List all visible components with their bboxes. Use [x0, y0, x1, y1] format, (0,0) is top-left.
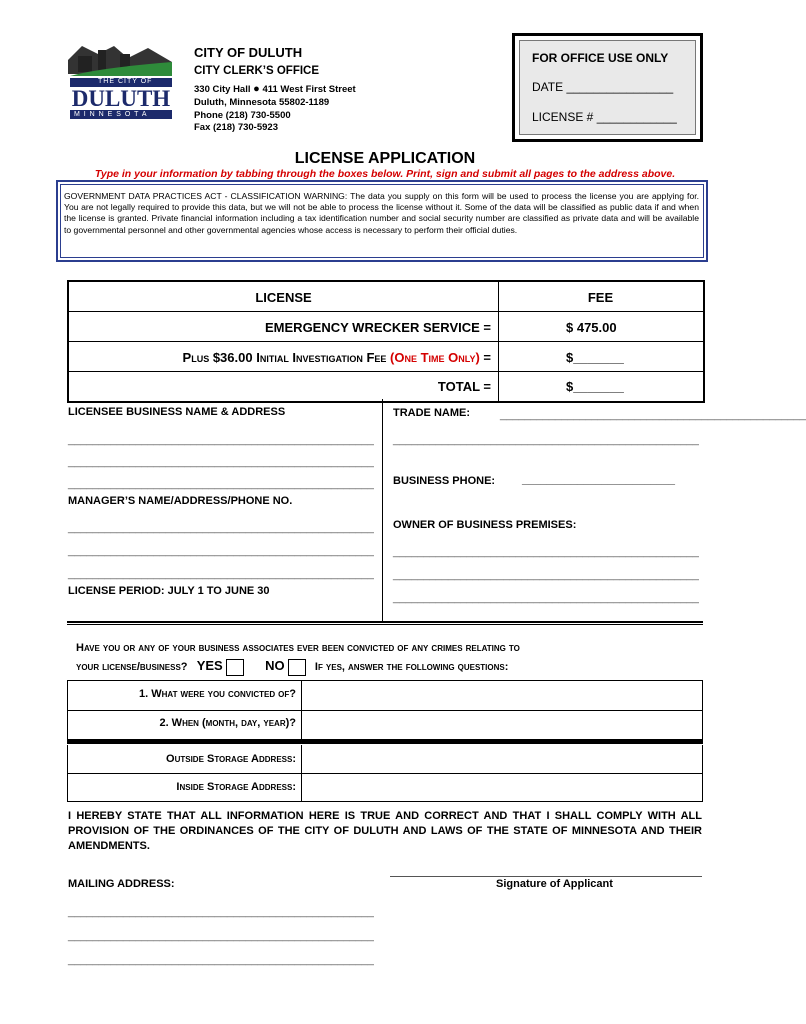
one-time-only-note: (One Time Only) [390, 350, 480, 365]
conviction-question: Have you or any of your business associates ever been convicted of any crimes relating to [76, 642, 520, 654]
bullet-icon: ● [253, 83, 260, 95]
mailing-address-input-2[interactable]: __________________________________________________ [68, 930, 374, 942]
signature-line[interactable] [390, 876, 702, 877]
section-divider-top [67, 621, 703, 623]
yes-label: YES [196, 658, 223, 673]
conviction-details-box [67, 680, 703, 741]
service-label: EMERGENCY WRECKER SERVICE = [265, 320, 491, 335]
no-checkbox[interactable] [288, 659, 306, 676]
clerk-office: CITY CLERK’S OFFICE [194, 65, 320, 77]
what-convicted-label: 1. What were you convicted of? [139, 688, 296, 700]
mailing-address-label: MAILING ADDRESS: [68, 878, 175, 890]
fee-table [67, 280, 705, 403]
service-fee: $ 475.00 [566, 320, 617, 335]
logo-name: DULUTH [71, 86, 171, 111]
trade-name-input-1[interactable]: __________________________________________________ [500, 409, 806, 421]
fax: Fax (218) 730-5923 [194, 122, 278, 133]
license-period: LICENSE PERIOD: JULY 1 TO JUNE 30 [68, 585, 270, 597]
address-street: 411 West First Street [262, 84, 356, 95]
business-name-input-2[interactable]: __________________________________________________ [68, 456, 374, 468]
conviction-question-cont: your license/business? [76, 661, 188, 673]
address-line2: Duluth, Minnesota 55802-1189 [194, 97, 330, 108]
business-phone-label: BUSINESS PHONE: [393, 475, 496, 487]
business-name-label: LICENSEE BUSINESS NAME & ADDRESS [68, 406, 286, 418]
address-city-hall: 330 City Hall [194, 84, 251, 95]
investigation-fee-label [183, 350, 491, 365]
total-fee-input[interactable]: $_______ [566, 379, 624, 394]
address-line1 [194, 83, 356, 96]
when-convicted-label: 2. When (month, day, year)? [159, 717, 296, 729]
page-title: LICENSE APPLICATION [294, 150, 476, 167]
inside-storage-input[interactable] [302, 774, 700, 800]
if-yes-instruction: If yes, answer the following questions: [314, 661, 509, 673]
instructions: Type in your information by tabbing through the boxes below. Print, sign and submit all pages to the address above. [94, 168, 676, 180]
owner-input-3[interactable]: __________________________________________________ [393, 592, 699, 604]
col-license-header: LICENSE [255, 290, 312, 305]
business-phone-input[interactable]: _________________________ [522, 474, 675, 486]
office-use-box [512, 33, 703, 142]
what-convicted-input[interactable] [302, 682, 700, 709]
outside-storage-input[interactable] [302, 746, 700, 772]
office-date-field: DATE ________________ [532, 80, 674, 94]
section-divider-top-thin [67, 624, 703, 625]
phone: Phone (218) 730-5500 [194, 110, 291, 121]
attestation-statement: I HEREBY STATE THAT ALL INFORMATION HERE IS TRUE AND CORRECT AND THAT I SHALL COMPLY WITH ALL PROVISION OF THE ORDINANCES OF THE CITY OF DULUTH AND LAWS OF THE STATE OF MINNESOTA AND THEIR AMENDMENTS. [68, 810, 702, 852]
manager-input-1[interactable]: __________________________________________________ [68, 522, 374, 534]
col-fee-header: FEE [587, 290, 614, 305]
storage-box [67, 745, 703, 802]
investigation-fee-text: Plus $36.00 Initial Investigation Fee [182, 350, 391, 365]
manager-input-2[interactable]: __________________________________________________ [68, 545, 374, 557]
owner-input-1[interactable]: __________________________________________________ [393, 546, 699, 558]
total-label: TOTAL = [437, 379, 491, 394]
inside-storage-label: Inside Storage Address: [176, 781, 296, 793]
business-name-input-1[interactable]: __________________________________________________ [68, 434, 374, 446]
city-name: CITY OF DULUTH [194, 45, 303, 60]
trade-name-input-2[interactable]: __________________________________________________ [393, 434, 699, 446]
manager-input-3[interactable]: __________________________________________________ [68, 568, 374, 580]
yes-checkbox[interactable] [226, 659, 244, 676]
mailing-address-input-3[interactable]: __________________________________________________ [68, 954, 374, 966]
manager-label: MANAGER’S NAME/ADDRESS/PHONE NO. [68, 495, 293, 507]
owner-input-2[interactable]: __________________________________________________ [393, 569, 699, 581]
investigation-fee-input[interactable]: $_______ [566, 350, 624, 365]
conviction-answer-row [76, 658, 508, 676]
warning-text: GOVERNMENT DATA PRACTICES ACT - CLASSIFICATION WARNING: The data you supply on this form will be used to process the license you are applying for. You are not legally required to provide this data, but we will not be able to process the license without it. Some of the data will be classified as public data if and when the license is granted. Private financial information including a tax identification number and social security number are classified as private data and will be available to governmental personnel and other governmental agencies whose access is necessary to perform their official duties. [60, 184, 704, 258]
logo-state: M I N N E S O T A [74, 111, 148, 118]
column-divider [382, 399, 383, 621]
no-label: NO [265, 658, 285, 673]
office-use-title: FOR OFFICE USE ONLY [532, 51, 669, 65]
conviction-row-line [68, 710, 702, 711]
data-practices-warning [56, 180, 708, 262]
when-convicted-input[interactable] [302, 712, 700, 739]
logo-top-text: THE CITY OF [98, 78, 153, 85]
outside-storage-label: Outside Storage Address: [166, 753, 296, 765]
signature-label: Signature of Applicant [496, 878, 613, 890]
business-name-input-3[interactable]: __________________________________________________ [68, 478, 374, 490]
city-logo [68, 46, 178, 134]
investigation-equals: = [479, 350, 491, 365]
mailing-address-input-1[interactable]: __________________________________________________ [68, 906, 374, 918]
trade-name-label: TRADE NAME: [393, 407, 470, 419]
thick-divider [67, 739, 703, 744]
owner-premises-label: OWNER OF BUSINESS PREMISES: [393, 519, 577, 531]
office-license-field: LICENSE # ____________ [532, 110, 677, 124]
